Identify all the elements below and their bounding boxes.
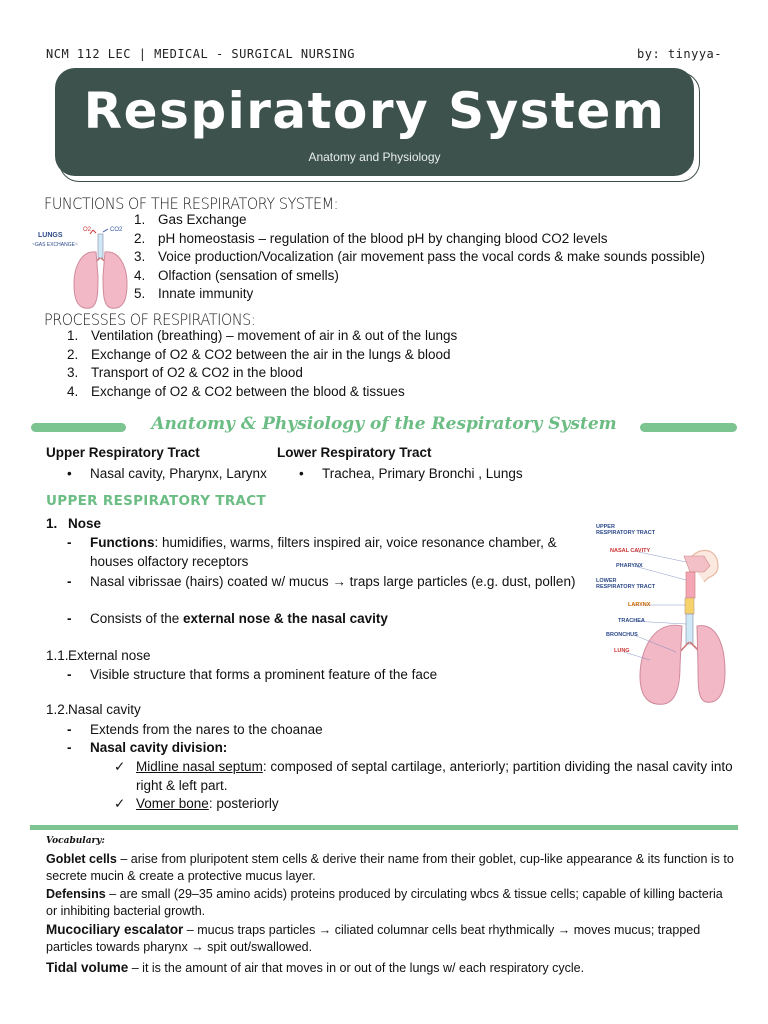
list-item: 2. pH homeostasis – regulation of the blood pH by changing blood CO2 levels xyxy=(134,230,608,246)
author-credit: by: tinyya- xyxy=(637,47,722,61)
list-item: 3. Transport of O2 & CO2 in the blood xyxy=(67,365,303,381)
vocab-definition: – mucus traps particles → ciliated columnar cells beat rhythmically → moves mucus; trapped particles towards pharynx → spit out/swallowed. xyxy=(46,923,701,954)
septum-item xyxy=(136,758,736,795)
vocab-item-tidal xyxy=(46,959,736,977)
vocab-term: Goblet cells xyxy=(46,852,117,866)
external-nose-number: 1.1. xyxy=(46,648,69,663)
septum-label: Midline nasal septum xyxy=(136,759,263,774)
nose-functions xyxy=(90,534,576,571)
lungs-illus-subtitle: ~GAS EXCHANGE~ xyxy=(32,242,78,248)
section-banner: Anatomy & Physiology of the Respiratory System xyxy=(151,414,617,434)
external-nose-title: External nose xyxy=(68,648,151,663)
label-lower-tract: LOWER RESPIRATORY TRACT xyxy=(596,578,656,590)
nose-number: 1. xyxy=(46,516,58,531)
processes-heading: PROCESSES OF RESPIRATIONS: xyxy=(44,310,256,329)
nasal-cavity-title: Nasal cavity xyxy=(68,702,141,717)
vocabulary-divider xyxy=(30,825,738,830)
division-label: Nasal cavity division: xyxy=(90,740,228,755)
nasal-cavity-division xyxy=(90,739,576,758)
vocab-definition: – it is the amount of air that moves in or out of the lungs w/ each respiratory cycle. xyxy=(128,961,585,975)
vocab-definition: – arise from pluripotent stem cells & derive their name from their goblet, cup-like appearance & its function is to secrete mucin & create a protective mucus layer. xyxy=(46,852,734,883)
lungs-illus-title: LUNGS xyxy=(38,232,63,239)
vocab-term: Tidal volume xyxy=(46,960,129,975)
functions-text: : humidifies, warms, filters inspired air, voice resonance chamber, & houses olfactory receptors xyxy=(90,535,557,569)
vocab-term: Mucociliary escalator xyxy=(46,922,184,937)
o2-label: O2 xyxy=(83,227,92,233)
functions-list xyxy=(134,211,705,304)
nose-consists xyxy=(90,610,576,629)
lower-tract-heading: Lower Respiratory Tract xyxy=(277,445,432,460)
processes-list xyxy=(67,327,457,401)
external-nose-text: - Visible structure that forms a prominent feature of the face xyxy=(90,666,576,685)
page-subtitle: Anatomy and Physiology xyxy=(308,150,441,164)
upper-tract-section-heading: UPPER RESPIRATORY TRACT xyxy=(46,493,267,509)
banner-rule-left xyxy=(31,423,126,432)
list-item: 3. Voice production/Vocalization (air movement pass the vocal cords & make sounds possible) xyxy=(134,249,706,265)
title-card xyxy=(55,68,698,180)
vocab-item-mucociliary xyxy=(46,921,736,956)
label-bronchus: BRONCHUS xyxy=(606,632,638,638)
vomer-label: Vomer bone xyxy=(136,796,209,811)
course-header: NCM 112 LEC | MEDICAL - SURGICAL NURSING xyxy=(46,47,355,61)
nose-title: Nose xyxy=(68,516,102,531)
nose-vibrissae: - Nasal vibrissae (hairs) coated w/ mucus → traps large particles (e.g. dust, pollen) xyxy=(90,573,588,592)
title-card-box xyxy=(55,68,694,176)
list-item: 4. Exchange of O2 & CO2 between the blood & tissues xyxy=(67,383,405,399)
lower-tract-item: • Trachea, Primary Bronchi , Lungs xyxy=(322,466,523,481)
vocab-definition: – are small (29–35 amino acids) proteins produced by circulating wbcs & tissue cells; capable of killing bacteria or inhibiting bacterial growth. xyxy=(46,887,723,918)
consists-prefix: Consists of the xyxy=(90,611,184,626)
label-lung: LUNG xyxy=(614,648,630,654)
label-trachea: TRACHEA xyxy=(618,618,645,624)
banner-rule-right xyxy=(640,423,737,432)
vomer-item xyxy=(136,795,736,814)
functions-label: Functions xyxy=(90,535,155,550)
label-upper-tract: UPPER RESPIRATORY TRACT xyxy=(596,524,656,536)
vocab-term: Defensins xyxy=(46,887,106,901)
consists-bold: external nose & the nasal cavity xyxy=(183,611,388,626)
vocab-item-defensins xyxy=(46,886,736,920)
lungs-illustration xyxy=(30,222,140,314)
list-item: 2. Exchange of O2 & CO2 between the air in the lungs & blood xyxy=(67,346,451,362)
nasal-cavity-number: 1.2. xyxy=(46,702,69,717)
co2-label: CO2 xyxy=(110,227,123,233)
vomer-text: : posteriorly xyxy=(208,796,279,811)
nasal-cavity-text: - Extends from the nares to the choanae xyxy=(90,721,576,740)
respiratory-tract-diagram xyxy=(594,520,726,710)
label-nasal-cavity: NASAL CAVITY xyxy=(610,548,651,554)
functions-heading: FUNCTIONS OF THE RESPIRATORY SYSTEM: xyxy=(44,194,338,213)
page-title: Respiratory System xyxy=(83,82,666,140)
list-item: 1. Gas Exchange xyxy=(134,212,247,227)
list-item: 1. Ventilation (breathing) – movement of air in & out of the lungs xyxy=(67,328,458,343)
label-pharynx: PHARYNX xyxy=(616,563,643,569)
vocabulary-heading: Vocabulary: xyxy=(46,836,105,846)
septum-text: : composed of septal cartilage, anteriorly; partition dividing the nasal cavity into right & left part. xyxy=(136,759,733,793)
upper-tract-heading: Upper Respiratory Tract xyxy=(46,445,200,460)
list-item: 5. Innate immunity xyxy=(134,286,254,302)
list-item: 4. Olfaction (sensation of smells) xyxy=(134,267,339,283)
vocab-item-goblet xyxy=(46,851,736,885)
upper-tract-item: • Nasal cavity, Pharynx, Larynx xyxy=(90,466,267,481)
label-larynx: LARYNX xyxy=(628,602,651,608)
